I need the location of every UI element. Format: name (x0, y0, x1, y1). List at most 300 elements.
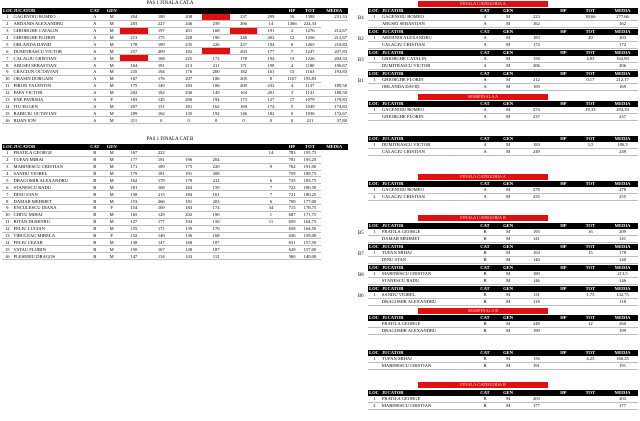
table-cell: A (473, 41, 496, 48)
player-name-cell: GAGENOIU ROMEO (381, 14, 474, 20)
table-cell: 4 (285, 82, 300, 89)
table-cell: 0 (148, 117, 175, 124)
header-cell: LOC (369, 265, 379, 271)
header-cell: GEN (497, 390, 520, 396)
player-name-cell: MARINESCU CRISTIAN (381, 402, 474, 409)
table-cell: 15 (574, 250, 607, 256)
table-cell: 206 (607, 62, 638, 69)
player-name-cell: FRATILA GEORGE (381, 396, 474, 402)
table-cell: A (473, 148, 496, 155)
header-cell: HP (553, 71, 574, 77)
table-cell: B (473, 292, 496, 298)
table-cell: A (86, 41, 103, 48)
table-cell: 0 (230, 117, 257, 124)
table-cell: 162,83 (607, 56, 638, 62)
table-cell: M (497, 327, 520, 334)
table-row (368, 62, 638, 69)
table-cell: 146 (607, 277, 638, 284)
table-cell: 204 (120, 14, 147, 20)
table-cell (574, 298, 607, 305)
table-cell: 181 (175, 103, 202, 110)
player-name-cell: CALAGIU CRISTIAN (381, 41, 474, 48)
table-cell: 179 (175, 177, 202, 184)
table-cell: M (497, 277, 520, 284)
table-cell: B (473, 250, 496, 256)
table-cell: 155 (120, 225, 147, 232)
table-cell: 4 (2, 34, 13, 41)
table-cell: 213 (120, 34, 147, 41)
table-cell: F (103, 96, 120, 103)
table-cell (574, 148, 607, 155)
table-cell: A (473, 187, 496, 193)
group-label: B4 (358, 16, 364, 21)
header-cell: GEN (497, 136, 520, 142)
player-name-cell: CALAGIU CRISTIAN (13, 55, 87, 62)
table-cell: 6 (257, 198, 284, 205)
table-cell: 178 (148, 177, 175, 184)
table-cell (553, 20, 574, 27)
player-name-cell: ORASIN DORGAIN (13, 75, 87, 82)
table-cell: 178 (120, 41, 147, 48)
table-cell: 14 (2, 239, 13, 246)
player-name-cell: DUMITRASCU VICTOR (13, 48, 87, 55)
match-table (368, 101, 638, 121)
table-cell: B (86, 198, 103, 205)
table-cell: 194 (257, 55, 284, 62)
table-cell: 175 (148, 34, 175, 41)
table-cell: 162 (607, 20, 638, 27)
table-row (2, 117, 348, 124)
match-table (368, 286, 638, 306)
table-cell: 195,75 (299, 150, 320, 156)
table-cell: A (86, 69, 103, 76)
table-cell: 190 (202, 211, 229, 218)
header-cell: LOC (369, 390, 379, 396)
player-name-cell: ABUSEI SEBASTIAN (381, 20, 474, 27)
table-cell: 11 (257, 218, 284, 225)
player-name-cell: PAPA VICTOR (13, 89, 87, 96)
header-cell: JUCATOR (381, 101, 474, 107)
player-name-cell: ENCULESCU DIANA (13, 205, 87, 212)
table-cell: 1388 (299, 14, 320, 20)
table-cell: 182 (175, 48, 202, 55)
table-cell: 1256 (299, 34, 320, 41)
header-cell: TOT (299, 8, 320, 14)
table-cell: 0 (285, 110, 300, 117)
table-cell: 19,33 (574, 107, 607, 113)
table-cell: M (103, 34, 120, 41)
table-cell: 246 (230, 34, 257, 41)
table-row (368, 235, 638, 242)
group-label: B2 (358, 37, 364, 42)
table-cell: M (103, 170, 120, 177)
table-cell: 4,25 (574, 356, 607, 362)
player-name-cell: FRATILA GEORGE (381, 229, 474, 235)
table-cell: A (473, 107, 496, 113)
table-cell: 203 (607, 35, 638, 41)
match-table (368, 181, 638, 201)
table-cell: 20 (574, 35, 607, 41)
table-cell: 176 (148, 75, 175, 82)
table-cell: 179 (120, 170, 147, 177)
table-cell: 168 (202, 27, 229, 34)
table-cell: 13 (2, 232, 13, 239)
table-cell: 1 (368, 187, 381, 193)
table-cell: 183 (175, 82, 202, 89)
table-cell: 12 (2, 89, 13, 96)
table-cell: M (497, 271, 520, 277)
table-cell: B (86, 246, 103, 253)
table-cell: 9 (2, 205, 13, 212)
header-cell: HP (553, 315, 574, 321)
header-cell: GEN (497, 350, 520, 356)
table-cell (553, 41, 574, 48)
table-cell: 1 (2, 14, 13, 20)
table-cell: 169 (607, 83, 638, 90)
table-cell: F (103, 205, 120, 212)
header-cell: HP (553, 50, 574, 56)
table-cell: 9 (2, 69, 13, 76)
table-cell: 207,83 (321, 48, 348, 55)
table-cell: 167 (148, 246, 175, 253)
table-row (368, 148, 638, 155)
player-name-cell: MARINESCU CRISTIAN (381, 271, 474, 277)
table-cell (574, 327, 607, 334)
table-cell: 1265 (299, 41, 320, 48)
table-cell: 212 (520, 77, 553, 83)
table-cell: 7 (2, 55, 13, 62)
table-cell: 174 (257, 103, 284, 110)
table-cell: 186 (202, 82, 229, 89)
table-cell: 159 (202, 184, 229, 191)
table-cell: 184 (175, 205, 202, 212)
table-cell: 266 (230, 20, 257, 27)
header-cell: CAT (86, 144, 103, 150)
table-cell: 164 (230, 89, 257, 96)
table-cell: 232 (257, 82, 284, 89)
table-cell: 0 (285, 117, 300, 124)
table-row (2, 191, 348, 198)
table-cell: 14 (257, 150, 284, 156)
table-cell: M (103, 41, 120, 48)
player-name-cell: FRATILA GEORGE (381, 321, 474, 327)
table-cell: 161 (202, 191, 229, 198)
table-cell: 4 (2, 170, 13, 177)
table-cell: M (103, 82, 120, 89)
header-cell: TOT (574, 50, 607, 56)
table-cell: 191 (520, 362, 553, 369)
table-cell: 149 (202, 89, 229, 96)
round-banner: FINALA CATEGORIA A (418, 1, 548, 7)
header-cell: MEDIA (607, 8, 638, 14)
table-cell: 237 (230, 14, 257, 20)
table-cell: 195,25 (299, 156, 320, 163)
header-cell: MEDIA (607, 50, 638, 56)
table-cell: 193 (520, 229, 553, 235)
player-name-cell: VATAU FLORIN (13, 246, 87, 253)
table-cell: 255 (607, 193, 638, 200)
table-cell: 6 (257, 177, 284, 184)
table-cell: 151 (148, 103, 175, 110)
group-label: B3 (358, 58, 364, 63)
table-cell (368, 83, 381, 90)
header-cell: JUCATOR (381, 223, 474, 229)
table-cell: 759 (285, 170, 300, 177)
table-cell: 12 (2, 225, 13, 232)
table-row (2, 110, 348, 117)
header-cell: LOC (369, 101, 379, 107)
table-cell: 16 (2, 253, 13, 260)
table-cell: 15 (2, 246, 13, 253)
table-cell (574, 362, 607, 369)
table-cell: 203 (202, 198, 229, 205)
table-cell: 213,5 (607, 271, 638, 277)
player-name-cell: GAGENOIU ROMEO (13, 14, 87, 20)
table-cell: 0,17 (574, 77, 607, 83)
table-cell: M (497, 298, 520, 305)
table-row (2, 170, 348, 177)
table-cell: 210,83 (321, 41, 348, 48)
table-cell: 230 (175, 89, 202, 96)
table-cell (368, 327, 381, 334)
table-cell: 203 (120, 20, 147, 27)
table-cell: 722 (285, 184, 300, 191)
header-cell: JUCATOR (381, 181, 474, 187)
table-cell: 1079 (299, 96, 320, 103)
table-cell: 161 (257, 69, 284, 76)
table-cell (574, 277, 607, 284)
table-cell: 6 (2, 184, 13, 191)
player-name-cell: DRAGOMIR ALEXANDRU (381, 327, 474, 334)
table-cell: 186,5 (607, 142, 638, 148)
table-row (2, 205, 348, 212)
table-cell: 183 (520, 142, 553, 148)
table-cell: 249 (607, 148, 638, 155)
table-cell: 1131 (299, 89, 320, 96)
table-row (2, 34, 348, 41)
header-cell: CAT (473, 390, 496, 396)
player-name-cell: ORLANDA DAVID (381, 83, 474, 90)
table-cell: 15 (2, 110, 13, 117)
table-cell: 14 (257, 20, 284, 27)
table-cell: 198 (257, 62, 284, 69)
header-cell: JUCATOR (381, 315, 474, 321)
table-cell: 186 (202, 75, 229, 82)
table-cell: M (497, 396, 520, 402)
table-cell: M (103, 75, 120, 82)
table-cell: 134 (148, 253, 175, 260)
header-cell: CAT (473, 50, 496, 56)
table-cell: 164,75 (299, 218, 320, 225)
table-cell (553, 298, 574, 305)
header-cell: CAT (473, 71, 496, 77)
table-cell: 174 (202, 205, 229, 212)
header-cell: JUCATOR (381, 265, 474, 271)
table-cell: 658 (285, 225, 300, 232)
table-cell: 187 (202, 246, 229, 253)
table-cell: 208 (175, 14, 202, 20)
header-cell: HP (553, 244, 574, 250)
table-cell: 147 (120, 253, 147, 260)
table-cell: 200 (202, 69, 229, 76)
table-cell (257, 156, 284, 163)
table-row (2, 225, 348, 232)
table-cell: 1 (368, 229, 381, 235)
table-cell (230, 253, 257, 260)
table-cell: 6 (2, 48, 13, 55)
table-row (368, 83, 638, 90)
table-cell: 181 (120, 184, 147, 191)
table-cell: M (497, 62, 520, 69)
table-cell: 138 (120, 239, 147, 246)
table-cell: B (86, 163, 103, 170)
table-cell: B (86, 211, 103, 218)
header-cell: LOC (369, 8, 379, 14)
header-cell: JUCATOR (381, 8, 474, 14)
header-cell: GEN (497, 244, 520, 250)
table-row (368, 277, 638, 284)
header-cell: LOC (369, 223, 379, 229)
player-name-cell: GHIORGHE CATALIN (381, 56, 474, 62)
header-cell: TOT (574, 315, 607, 321)
table-cell: A (473, 193, 496, 200)
header-cell: LOC (3, 8, 13, 14)
player-name-cell: STANESCU RADU (13, 184, 87, 191)
table-cell: 156 (520, 356, 553, 362)
table-cell: 16 (574, 229, 607, 235)
header-cell: HP (553, 181, 574, 187)
header-cell: LOC (369, 71, 379, 77)
header-cell: HP (285, 8, 300, 14)
table-cell: 118 (607, 298, 638, 305)
table-cell: A (473, 20, 496, 27)
table-cell: A (473, 83, 496, 90)
table-cell: 118 (520, 298, 553, 305)
header-cell: MEDIA (607, 29, 638, 35)
player-name-cell: DRAGOMIR ALEXANDRU (381, 298, 474, 305)
table-cell (368, 277, 381, 284)
table-cell: 0 (202, 117, 229, 124)
header-cell: LOC (369, 244, 379, 250)
table-cell: B (473, 321, 496, 327)
table-cell: 5 (2, 41, 13, 48)
table-cell (120, 27, 147, 34)
table-cell: 182 (257, 110, 284, 117)
table-cell (553, 402, 574, 409)
table-cell (553, 62, 574, 69)
match-table (368, 29, 638, 49)
table-cell (574, 402, 607, 409)
table-cell: M (103, 20, 120, 27)
table-cell: 1 (368, 396, 381, 402)
header-cell: TOT (574, 265, 607, 271)
player-name-cell: CALAGIU CRISTIAN (381, 193, 474, 200)
table-cell: A (473, 35, 496, 41)
table-cell: 11 (2, 218, 13, 225)
player-name-cell: GHIORGHE CATALIN (13, 27, 87, 34)
table-row (2, 103, 348, 110)
table-cell: 211 (120, 117, 147, 124)
header-cell: CAT (473, 315, 496, 321)
header-cell: GEN (497, 315, 520, 321)
table-row (2, 27, 348, 34)
table-cell: A (86, 75, 103, 82)
table-cell: 231,33 (321, 14, 348, 20)
table-cell: 140 (148, 232, 175, 239)
table-cell: 223 (520, 14, 553, 20)
table-cell (257, 246, 284, 253)
table-cell: 148 (175, 246, 202, 253)
table-cell: 196 (175, 156, 202, 163)
table-cell: B (473, 256, 496, 263)
table-cell (230, 170, 257, 177)
table-cell: M (497, 402, 520, 409)
table-cell: 164,50 (299, 225, 320, 232)
table-cell: 189,75 (299, 170, 320, 177)
final-b-table (2, 144, 348, 260)
table-cell: 171 (148, 225, 175, 232)
table-cell: 202 (120, 89, 147, 96)
table-cell: 1180 (299, 62, 320, 69)
table-cell: 168 (175, 239, 202, 246)
player-name-cell: ENE PATRISIA (13, 96, 87, 103)
table-cell: 169 (148, 205, 175, 212)
table-cell: B (86, 225, 103, 232)
table-cell: M (497, 107, 520, 113)
table-cell: 171 (230, 62, 257, 69)
final-a-table (2, 8, 348, 124)
table-cell: 213 (175, 62, 202, 69)
player-name-cell: MARINESCU CRISTIAN (13, 163, 87, 170)
table-cell: 10 (2, 75, 13, 82)
table-cell: 175 (120, 82, 147, 89)
header-cell: MEDIA (607, 101, 638, 107)
table-cell: A (473, 142, 496, 148)
table-cell (230, 163, 257, 170)
table-cell: 1036 (299, 110, 320, 117)
table-cell: 177 (607, 402, 638, 409)
table-cell: 154 (120, 205, 147, 212)
table-cell: 248 (520, 321, 553, 327)
table-cell: 6 (285, 41, 300, 48)
table-cell: 3 (2, 163, 13, 170)
match-table (368, 315, 638, 335)
table-cell: 721 (285, 191, 300, 198)
table-cell: A (86, 62, 103, 69)
table-cell (230, 198, 257, 205)
table-cell: M (103, 27, 120, 34)
table-cell: 7 (257, 191, 284, 198)
table-cell: 182 (148, 89, 175, 96)
player-name-cell: CHITU MIHAI (13, 211, 87, 218)
table-cell: 174,83 (321, 103, 348, 110)
header-cell: HP (553, 8, 574, 14)
table-cell: 191 (257, 27, 284, 34)
header-cell: CAT (473, 181, 496, 187)
table-cell: 127 (120, 218, 147, 225)
table-cell: 187 (202, 239, 229, 246)
group-label: B5 (358, 231, 364, 236)
table-cell: B (86, 232, 103, 239)
table-cell: 212,67 (321, 27, 348, 34)
table-cell: M (103, 48, 120, 55)
table-cell (230, 27, 257, 34)
table-cell: 201 (257, 89, 284, 96)
table-cell: 162 (120, 177, 147, 184)
header-cell: CAT (473, 29, 496, 35)
player-name-cell: ARDANIS ALEXANDRU (13, 20, 87, 27)
table-cell: 164 (120, 62, 147, 69)
